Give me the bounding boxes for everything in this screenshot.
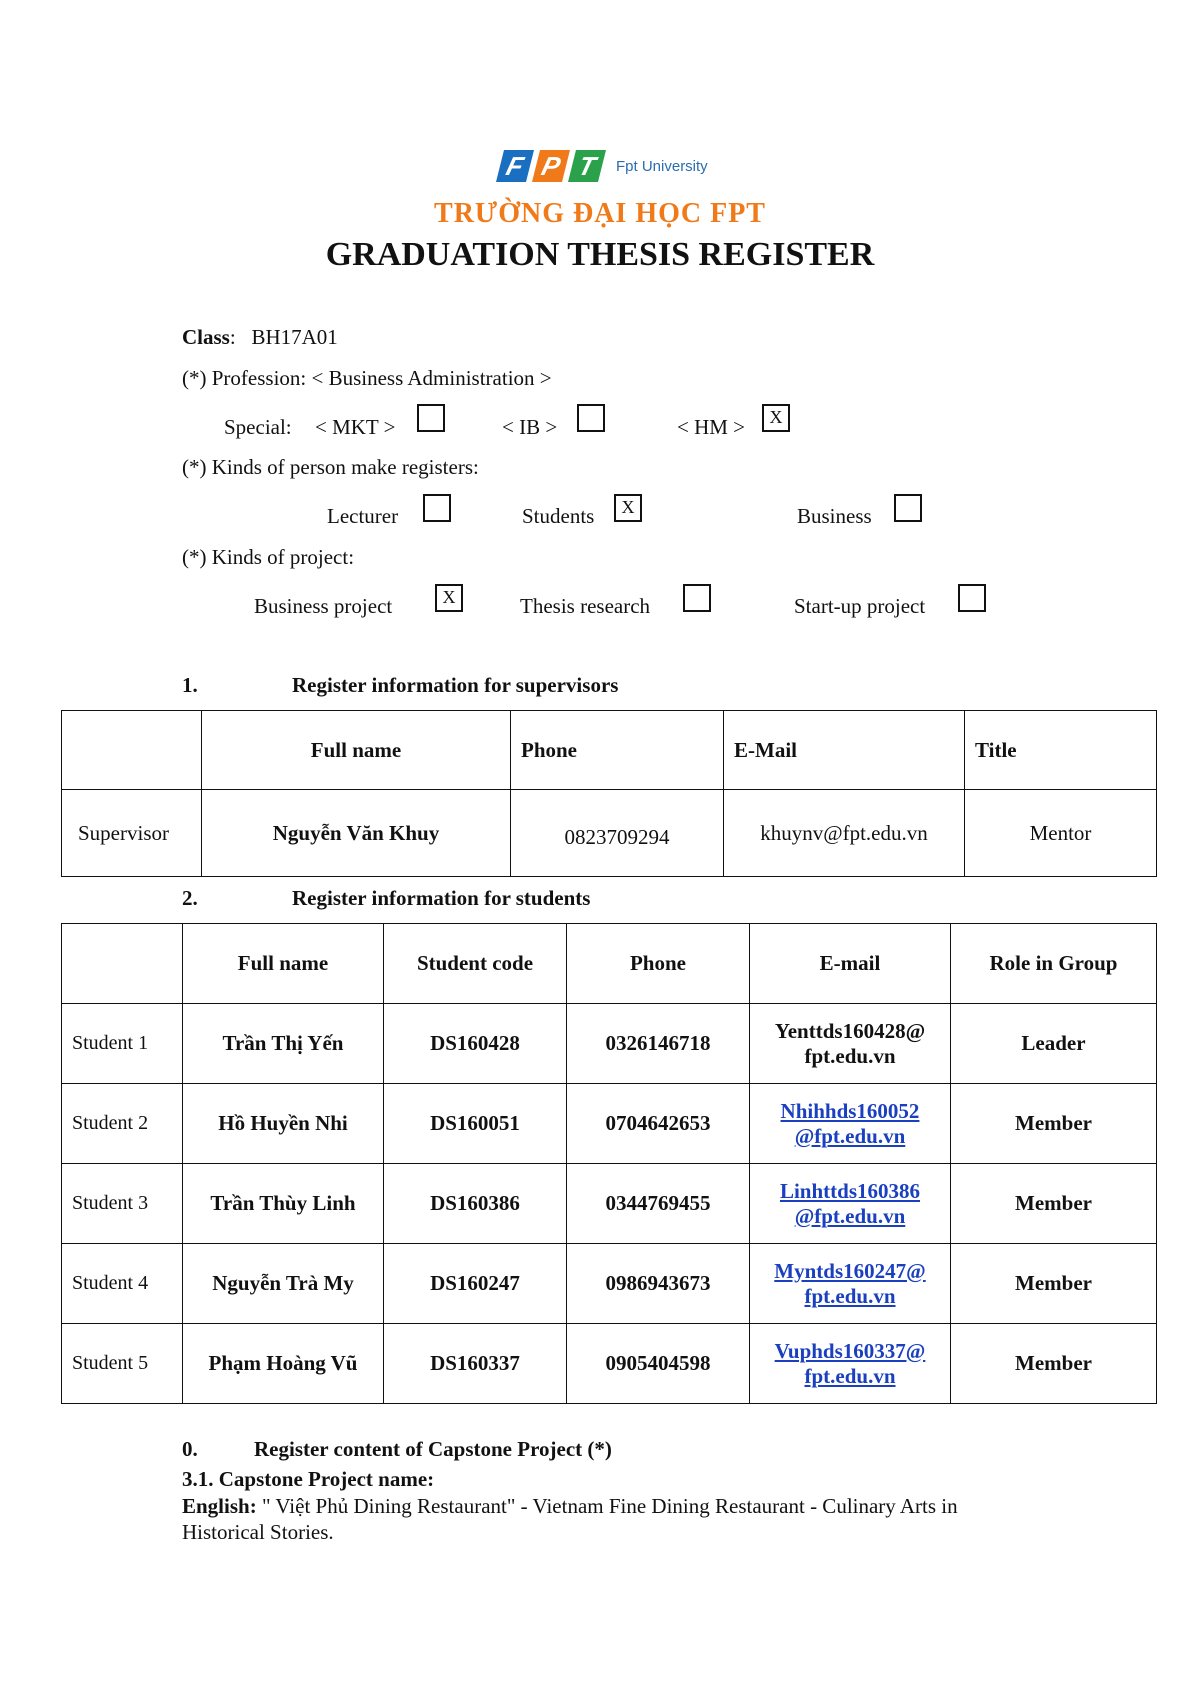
school-name: TRƯỜNG ĐẠI HỌC FPT [434,198,766,229]
section1-number: 1. [182,673,198,697]
page-title: GRADUATION THESIS REGISTER [325,236,875,273]
fpt-logo [500,150,760,190]
logo-letter-t: T [568,150,606,182]
special-option-mkt-label: < MKT > [315,415,396,439]
table-row [62,1084,1157,1164]
table-row [62,790,1157,877]
project-option-business-label: Business project [254,594,393,618]
students-header-role: Role in Group [951,924,1157,1004]
student-phone: 0326146718 [567,1004,750,1084]
project-option-startup-label: Start-up project [794,594,926,618]
supervisor-name: Nguyễn Văn Khuy [202,790,511,877]
special-option-ib-checkbox[interactable] [577,404,605,432]
student-name: Trần Thị Yến [183,1004,384,1084]
class-value: BH17A01 [251,325,338,349]
student-email-part2[interactable]: fpt.edu.vn [804,1363,896,1388]
section2-number: 2. [182,886,198,910]
student-label: Student 5 [62,1324,183,1404]
student-email-link[interactable] [750,1324,951,1404]
student-email-part1[interactable]: Linhttds160386 [779,1178,921,1203]
supervisor-role: Supervisor [62,790,202,877]
student-code: DS160428 [384,1004,567,1084]
special-option-hm-label: < HM > [677,415,746,439]
student-phone: 0344769455 [567,1164,750,1244]
student-role: Member [951,1084,1157,1164]
capstone-english-line2: Historical Stories. [182,1520,334,1544]
profession-line [182,366,552,391]
student-name: Hồ Huyền Nhi [183,1084,384,1164]
supervisor-title: Mentor [965,790,1157,877]
supervisor-phone: 0823709294 [511,790,724,877]
students-header-name: Full name [183,924,384,1004]
special-option-mkt-checkbox[interactable] [417,404,445,432]
profession-value: < Business Administration > [311,366,552,390]
project-option-business-checkbox[interactable]: X [435,584,463,612]
student-email-link[interactable] [750,1244,951,1324]
student-role: Member [951,1164,1157,1244]
student-email [750,1004,951,1084]
table-row [62,1244,1157,1324]
supervisors-header-phone: Phone [511,711,724,790]
student-name: Trần Thùy Linh [183,1164,384,1244]
person-option-students-checkbox[interactable]: X [614,494,642,522]
supervisor-email: khuynv@fpt.edu.vn [724,790,965,877]
section1-title: Register information for supervisors [292,673,619,697]
capstone-english-label: English: [182,1494,257,1518]
supervisors-header-blank [62,711,202,790]
student-phone: 0905404598 [567,1324,750,1404]
project-option-thesis-checkbox[interactable] [683,584,711,612]
student-role: Leader [951,1004,1157,1084]
students-table [61,923,1157,1404]
student-email-part1: Yenttds160428@ [774,1018,926,1043]
student-email-part1[interactable]: Vuphds160337@ [774,1338,926,1363]
table-row [62,1324,1157,1404]
student-role: Member [951,1244,1157,1324]
student-code: DS160386 [384,1164,567,1244]
special-option-ib-label: < IB > [502,415,558,439]
student-label: Student 1 [62,1004,183,1084]
student-email-part2[interactable]: fpt.edu.vn [804,1283,896,1308]
supervisors-header-email: E-Mail [724,711,965,790]
supervisors-header-row [62,711,1157,790]
project-kinds-label: (*) Kinds of project: [182,545,355,569]
student-email-link[interactable] [750,1164,951,1244]
student-email-link[interactable] [750,1084,951,1164]
capstone-name-heading: 3.1. Capstone Project name: [182,1467,435,1491]
person-kinds-label: (*) Kinds of person make registers: [182,455,479,479]
person-option-lecturer-label: Lecturer [327,504,399,528]
project-option-startup-checkbox[interactable] [958,584,986,612]
student-email-part2[interactable]: @fpt.edu.vn [794,1203,906,1228]
students-header-code: Student code [384,924,567,1004]
class-label: Class [182,325,230,349]
student-name: Phạm Hoàng Vũ [183,1324,384,1404]
student-label: Student 4 [62,1244,183,1324]
student-code: DS160337 [384,1324,567,1404]
supervisors-header-title: Title [965,711,1157,790]
table-row [62,1004,1157,1084]
student-role: Member [951,1324,1157,1404]
class-line: Class: BH17A01 [182,325,338,349]
student-phone: 0704642653 [567,1084,750,1164]
student-code: DS160051 [384,1084,567,1164]
special-option-hm-checkbox[interactable]: X [762,404,790,432]
student-email-part2[interactable]: @fpt.edu.vn [794,1123,906,1148]
logo-subtitle: Fpt University [616,158,708,175]
special-label: Special: [224,415,292,439]
logo-letter-p: P [532,150,570,182]
person-option-lecturer-checkbox[interactable] [423,494,451,522]
student-code: DS160247 [384,1244,567,1324]
supervisors-header-name: Full name [202,711,511,790]
supervisors-table [61,710,1157,877]
person-option-students-label: Students [522,504,595,528]
student-email-part1[interactable]: Nhihhds160052 [780,1098,920,1123]
table-row [62,1164,1157,1244]
section2-title: Register information for students [292,886,591,910]
students-header-blank [62,924,183,1004]
students-header-row [62,924,1157,1004]
section3-title: Register content of Capstone Project (*) [254,1437,612,1461]
student-label: Student 3 [62,1164,183,1244]
student-email-part1[interactable]: Myntds160247@ [774,1258,926,1283]
logo-letter-f: F [496,150,534,182]
student-email-part2: fpt.edu.vn [804,1043,896,1068]
students-header-phone: Phone [567,924,750,1004]
section3-number: 0. [182,1437,198,1461]
student-label: Student 2 [62,1084,183,1164]
project-option-thesis-label: Thesis research [520,594,651,618]
capstone-english-line [182,1494,958,1519]
students-header-email: E-mail [750,924,951,1004]
person-option-business-label: Business [797,504,872,528]
profession-label: (*) Profession: [182,366,307,390]
person-option-business-checkbox[interactable] [894,494,922,522]
student-name: Nguyễn Trà My [183,1244,384,1324]
capstone-english-text: " Việt Phủ Dining Restaurant" - Vietnam Fine Dining Restaurant - Culinary Arts in [256,1494,958,1518]
student-phone: 0986943673 [567,1244,750,1324]
